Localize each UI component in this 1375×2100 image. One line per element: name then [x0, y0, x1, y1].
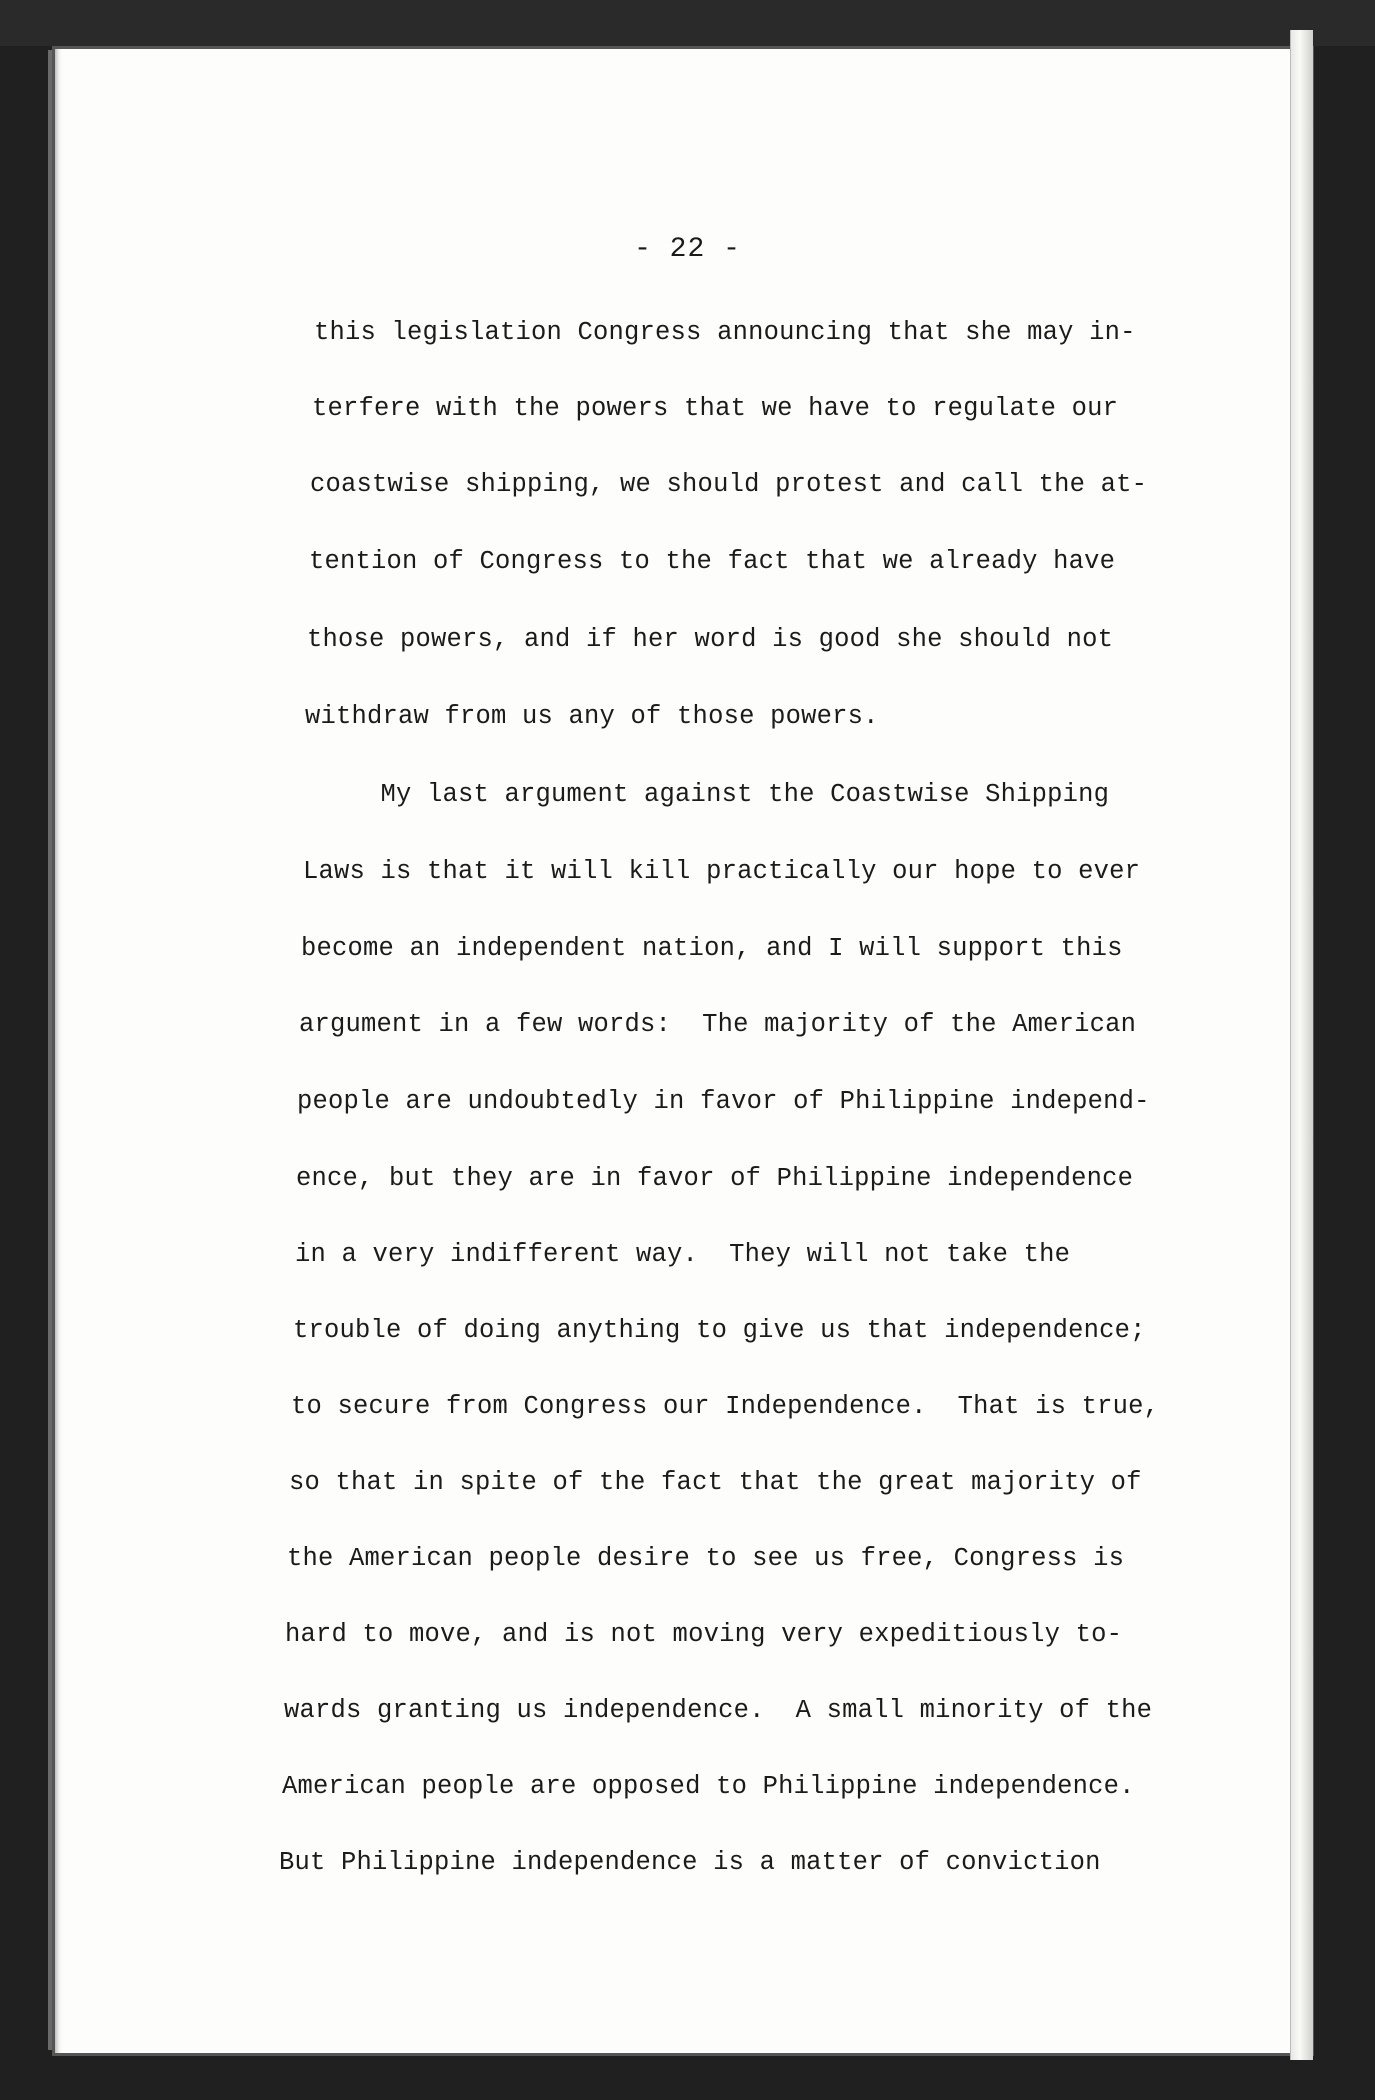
- page-number: - 22 -: [634, 234, 741, 265]
- body-line: to secure from Congress our Independence. That is true,: [291, 1392, 1160, 1421]
- body-line: tention of Congress to the fact that we already have: [309, 547, 1116, 576]
- document-page: [52, 46, 1314, 2056]
- body-line: argument in a few words: The majority of the American: [299, 1010, 1137, 1039]
- body-line: withdraw from us any of those powers.: [305, 702, 879, 731]
- body-line: become an independent nation, and I will support this: [301, 934, 1123, 963]
- body-line: so that in spite of the fact that the great majority of: [289, 1468, 1142, 1497]
- paragraph-start-line: My last argument against the Coastwise Shipping: [303, 780, 1110, 809]
- body-line: wards granting us independence. A small minority of the: [284, 1696, 1153, 1725]
- body-line: this legislation Congress announcing that she may in-: [314, 318, 1136, 347]
- body-line: American people are opposed to Philippine independence.: [282, 1772, 1135, 1801]
- body-line: ence, but they are in favor of Philippine independence: [296, 1164, 1134, 1193]
- body-line: terfere with the powers that we have to regulate our: [312, 394, 1119, 423]
- paper-right-edge: [1290, 30, 1313, 2060]
- body-line: Laws is that it will kill practically our hope to ever: [303, 857, 1141, 886]
- body-line: trouble of doing anything to give us that independence;: [293, 1316, 1146, 1345]
- body-line: in a very indifferent way. They will not take the: [295, 1240, 1071, 1269]
- body-line: those powers, and if her word is good she should not: [307, 625, 1114, 654]
- body-line: But Philippine independence is a matter of conviction: [279, 1848, 1101, 1877]
- body-line: the American people desire to see us free, Congress is: [287, 1544, 1125, 1573]
- body-line: coastwise shipping, we should protest and call the at-: [310, 470, 1148, 499]
- scan-background-top: [0, 0, 1375, 46]
- body-line: hard to move, and is not moving very expeditiously to-: [285, 1620, 1123, 1649]
- body-line: people are undoubtedly in favor of Philippine independ-: [297, 1087, 1150, 1116]
